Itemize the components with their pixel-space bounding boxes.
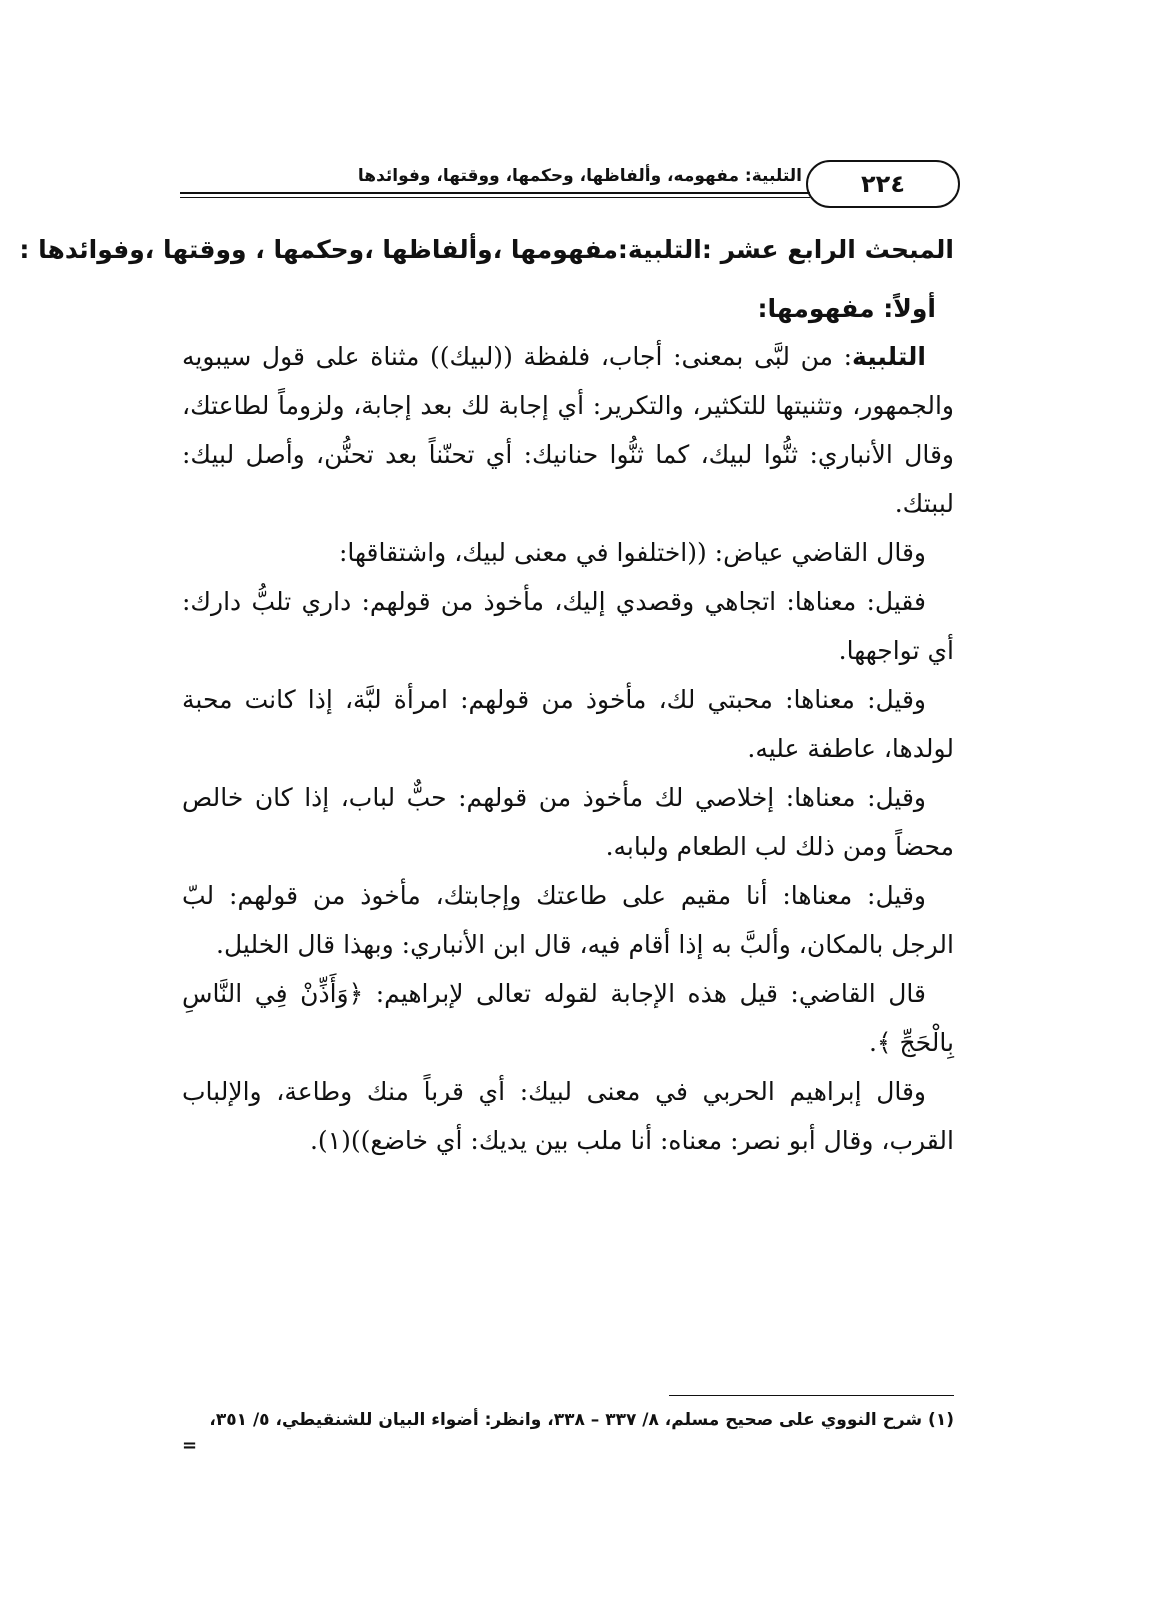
paragraph: وقيل: معناها: محبتي لك، مأخوذ من قولهم: امرأة لبَّة، إذا كانت محبة لولدها، عاطفة عليه. bbox=[182, 685, 954, 763]
page-number: ٢٢٤ bbox=[806, 160, 960, 208]
section-heading: المبحث الرابع عشر :التلبية:مفهومها ،وألفاظها ،وحكمها ، ووقتها ،وفوائدها : bbox=[19, 235, 954, 264]
paragraph-lead-term: التلبية bbox=[852, 342, 926, 371]
paragraph: وقال القاضي عياض: ((اختلفوا في معنى لبيك، واشتقاقها: bbox=[338, 538, 926, 567]
header-rule bbox=[180, 192, 810, 198]
paragraph: وقال إبراهيم الحربي في معنى لبيك: أي قرباً منك وطاعة، والإلباب القرب، وقال أبو نصر: معناه: أنا ملب بين يديك: أي خاضع))(١). bbox=[182, 1077, 954, 1155]
footnotes bbox=[182, 1395, 954, 1458]
main-content bbox=[19, 226, 955, 1165]
subsection-heading: أولاً: مفهومها: bbox=[757, 294, 936, 323]
paragraph: وقيل: معناها: إخلاصي لك مأخوذ من قولهم: حبٌّ لباب، إذا كان خالص محضاً ومن ذلك لب الطعام ولبابه. bbox=[182, 783, 954, 861]
running-header bbox=[180, 158, 960, 214]
footnote-separator bbox=[669, 1395, 954, 1396]
paragraph: قال القاضي: قيل هذه الإجابة لقوله تعالى لإبراهيم: ﴿وَأَذِّنْ فِي النَّاسِ بِالْحَجِّ ﴾. bbox=[182, 979, 954, 1057]
running-header-title: التلبية: مفهومه، وألفاظها، وحكمها، ووقتها، وفوائدها bbox=[357, 166, 802, 186]
footnote: (١) شرح النووي على صحيح مسلم، ٨/ ٣٣٧ – ٣٣٨، وانظر: أضواء البيان للشنقيطي، ٥/ ٣٥١، bbox=[209, 1410, 954, 1430]
paragraph: وقيل: معناها: أنا مقيم على طاعتك وإجابتك، مأخوذ من قولهم: لبّ الرجل بالمكان، وألبَّ به إذا أقام فيه، قال ابن الأنباري: وبهذا قال الخليل. bbox=[182, 881, 954, 959]
paragraph-text: : من لبَّى بمعنى: أجاب، فلفظة ((لبيك)) مثناة على قول سيبويه والجمهور، وتثنيتها للتكثير، والتكرير: أي إجابة لك بعد إجابة، ولزوماً لطاعتك، وقال الأنباري: ثنُّوا لبيك، كما ثنُّوا حنانيك: أي تحنّناً بعد تحنُّن، وأصل لبيك: لببتك. bbox=[182, 342, 955, 518]
footnote-continuation-mark: = bbox=[182, 1435, 198, 1456]
paragraph: فقيل: معناها: اتجاهي وقصدي إليك، مأخوذ من قولهم: داري تلبُّ دارك: أي تواجهها. bbox=[182, 587, 954, 665]
paragraph bbox=[182, 332, 954, 528]
